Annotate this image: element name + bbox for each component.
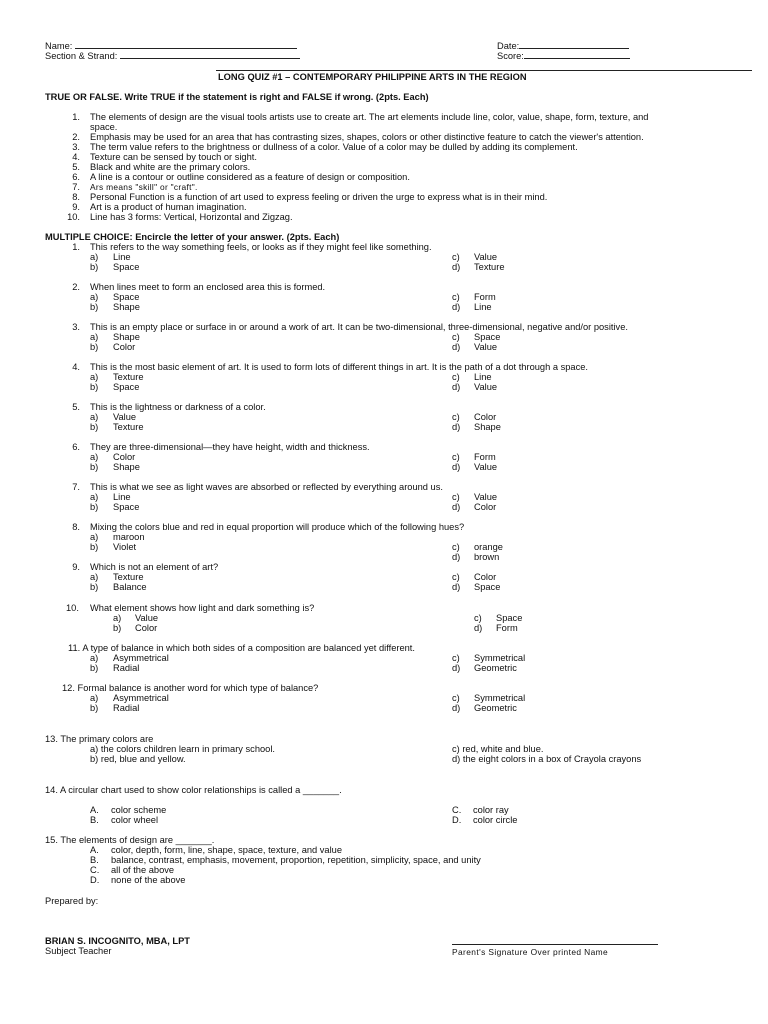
mc-option-c[interactable]: Form bbox=[474, 292, 496, 302]
tf-item-text: Ars means "skill" or "craft". bbox=[90, 182, 198, 192]
mc-option-b-letter[interactable]: b) bbox=[113, 623, 122, 633]
tf-item-text: space. bbox=[90, 122, 118, 132]
mc-option-c[interactable]: Form bbox=[474, 452, 496, 462]
mc-question-number: 4. bbox=[72, 362, 80, 372]
mc-question-text: This is the most basic element of art. It is used to form lots of different things in art. It is the path of a dot through a space. bbox=[90, 362, 588, 372]
mc-option-b[interactable]: Radial bbox=[113, 663, 140, 673]
mc-option-c-letter[interactable]: c) bbox=[452, 492, 460, 502]
mc-question-text: Formal balance is another word for which type of balance? bbox=[77, 683, 319, 693]
mc-option-d[interactable]: Shape bbox=[474, 422, 501, 432]
mc-option-a-letter[interactable]: A. bbox=[90, 845, 99, 855]
mc-option-b-letter[interactable]: B. bbox=[90, 855, 99, 865]
mc-option-c-letter[interactable]: c) bbox=[452, 542, 460, 552]
mc-option-c[interactable]: Symmetrical bbox=[474, 693, 526, 703]
mc-option-b-letter[interactable]: b) bbox=[90, 382, 99, 392]
prepared-by-label: Prepared by: bbox=[45, 896, 99, 906]
mc-option-c[interactable]: Symmetrical bbox=[474, 653, 526, 663]
mc-option-c-letter[interactable]: C. bbox=[452, 805, 462, 815]
mc-option-c[interactable]: c) red, white and blue. bbox=[452, 744, 544, 754]
mc-option-b-letter[interactable]: b) bbox=[90, 302, 99, 312]
tf-item-number: 8. bbox=[72, 192, 80, 202]
mc-question-row bbox=[62, 683, 318, 693]
tf-item-number: 10. bbox=[67, 212, 80, 222]
mc-option-a[interactable]: Value bbox=[135, 613, 159, 623]
mc-option-b[interactable]: Shape bbox=[113, 302, 140, 312]
mc-option-b-letter[interactable]: b) bbox=[90, 502, 99, 512]
mc-option-b-letter[interactable]: b) bbox=[90, 542, 99, 552]
header-divider bbox=[216, 70, 752, 71]
mc-question-text: A circular chart used to show color relationships is called a _______. bbox=[60, 785, 342, 795]
mc-instruction: MULTIPLE CHOICE: Encircle the letter of your answer. (2pts. Each) bbox=[45, 232, 340, 242]
mc-option-a-letter[interactable]: a) bbox=[90, 252, 99, 262]
mc-question-number: 2. bbox=[72, 282, 80, 292]
score-label: Score: bbox=[497, 51, 524, 61]
mc-question-text: A type of balance in which both sides of a composition are balanced yet different. bbox=[82, 643, 415, 653]
mc-option-a-text: the colors children learn in primary school. bbox=[100, 744, 275, 754]
mc-option-d[interactable]: Space bbox=[474, 582, 501, 592]
mc-option-b-letter[interactable]: B. bbox=[90, 815, 99, 825]
mc-option-c-letter[interactable]: c) bbox=[452, 372, 460, 382]
tf-item-number: 7. bbox=[72, 182, 80, 192]
mc-option-a[interactable]: Asymmetrical bbox=[113, 653, 169, 663]
mc-option-a-letter[interactable]: a) bbox=[90, 572, 99, 582]
mc-option-d-letter[interactable]: d) bbox=[452, 422, 461, 432]
mc-option-a[interactable]: Texture bbox=[113, 372, 144, 382]
parent-signature-label: Parent's Signature Over printed Name bbox=[452, 947, 609, 957]
tf-instruction: TRUE OR FALSE. Write TRUE if the statement is right and FALSE if wrong. (2pts. Each) bbox=[45, 92, 429, 102]
mc-option-d-letter[interactable]: d) bbox=[452, 302, 461, 312]
mc-option-b[interactable]: Color bbox=[113, 342, 136, 352]
mc-option-b[interactable]: Space bbox=[113, 382, 140, 392]
mc-option-b[interactable]: b) red, blue and yellow. bbox=[90, 754, 186, 764]
mc-option-d-letter[interactable]: d) bbox=[452, 262, 461, 272]
mc-option-a-letter[interactable]: a) bbox=[90, 372, 99, 382]
mc-option-c[interactable]: orange bbox=[474, 542, 503, 552]
mc-question-text: This refers to the way something feels, or looks as if they might feel like something. bbox=[90, 242, 432, 252]
mc-option-d[interactable]: Color bbox=[474, 502, 497, 512]
mc-option-b-letter[interactable]: b) bbox=[90, 462, 99, 472]
mc-option-b[interactable]: balance, contrast, emphasis, movement, proportion, repetition, simplicity, space, and unity bbox=[111, 855, 481, 865]
mc-option-a-letter[interactable]: a) bbox=[90, 693, 99, 703]
mc-option-d[interactable]: color circle bbox=[473, 815, 518, 825]
mc-question-number: 5. bbox=[72, 402, 80, 412]
mc-question-number: 14. bbox=[45, 785, 58, 795]
mc-option-d[interactable]: none of the above bbox=[111, 875, 186, 885]
score-row bbox=[497, 50, 630, 61]
mc-question-number: 3. bbox=[72, 322, 80, 332]
tf-item-text: Art is a product of human imagination. bbox=[90, 202, 247, 212]
mc-option-b[interactable]: color wheel bbox=[111, 815, 159, 825]
score-blank[interactable] bbox=[524, 50, 630, 59]
mc-option-c-letter[interactable]: c) bbox=[452, 332, 460, 342]
mc-question-text: Mixing the colors blue and red in equal proportion will produce which of the following hues? bbox=[90, 522, 465, 532]
mc-option-d-letter[interactable]: d) bbox=[452, 552, 461, 562]
parent-signature-line[interactable] bbox=[452, 944, 658, 945]
mc-question-number: 12. bbox=[62, 683, 75, 693]
mc-question-text: This is what we see as light waves are absorbed or reflected by everything around us. bbox=[90, 482, 443, 492]
tf-item-number: 4. bbox=[72, 152, 80, 162]
quiz-title: LONG QUIZ #1 – CONTEMPORARY PHILIPPINE ARTS IN THE REGION bbox=[218, 72, 527, 82]
mc-question-number: 11. bbox=[68, 643, 81, 653]
mc-question-number: 9. bbox=[72, 562, 80, 572]
mc-option-d[interactable]: Value bbox=[474, 462, 498, 472]
mc-option-c-letter[interactable]: C. bbox=[90, 865, 100, 875]
tf-item-number: 9. bbox=[72, 202, 80, 212]
mc-question-number: 7. bbox=[72, 482, 80, 492]
tf-item-text: A line is a contour or outline considered as a feature of design or composition. bbox=[90, 172, 410, 182]
mc-option-c-letter[interactable]: c) bbox=[474, 613, 482, 623]
name-label: Name: bbox=[45, 41, 73, 51]
mc-option-b-text: red, blue and yellow. bbox=[100, 754, 186, 764]
mc-option-c-letter[interactable]: c) bbox=[452, 452, 460, 462]
mc-option-d-letter[interactable]: d) bbox=[452, 502, 461, 512]
mc-option-b[interactable]: Shape bbox=[113, 462, 140, 472]
mc-option-c-letter[interactable]: c) bbox=[452, 292, 460, 302]
mc-option-d-letter[interactable]: d) bbox=[452, 703, 461, 713]
mc-question-number: 8. bbox=[72, 522, 80, 532]
mc-option-c-letter[interactable]: c) bbox=[452, 412, 460, 422]
mc-option-b-letter[interactable]: b) bbox=[90, 422, 99, 432]
mc-option-a[interactable]: maroon bbox=[113, 532, 145, 542]
mc-option-d[interactable]: Form bbox=[496, 623, 518, 633]
mc-option-b-letter[interactable]: b) bbox=[90, 262, 99, 272]
teacher-name: BRIAN S. INCOGNITO, MBA, LPT bbox=[45, 936, 190, 946]
mc-option-d[interactable]: d) the eight colors in a box of Crayola crayons bbox=[452, 754, 642, 764]
mc-option-d[interactable]: Value bbox=[474, 382, 498, 392]
mc-question-text: The primary colors are bbox=[60, 734, 154, 744]
mc-option-d[interactable]: Geometric bbox=[474, 663, 517, 673]
tf-item-number: 6. bbox=[72, 172, 80, 182]
mc-option-b[interactable]: Space bbox=[113, 502, 140, 512]
mc-option-b[interactable]: Color bbox=[135, 623, 158, 633]
mc-option-d-letter[interactable]: d) bbox=[452, 342, 461, 352]
date-label: Date: bbox=[497, 41, 520, 51]
mc-option-d-letter[interactable]: D. bbox=[90, 875, 100, 885]
tf-item-text: Emphasis may be used for an area that has contrasting sizes, shapes, colors or other distinctive feature to catch the viewer's attention. bbox=[90, 132, 644, 142]
mc-question-number: 13. bbox=[45, 734, 58, 744]
mc-option-b-letter[interactable]: b) bbox=[90, 342, 99, 352]
mc-option-c-letter[interactable]: c) bbox=[452, 252, 460, 262]
mc-option-c[interactable]: Value bbox=[474, 492, 498, 502]
mc-option-a[interactable]: Space bbox=[113, 292, 140, 302]
mc-option-d[interactable]: Line bbox=[474, 302, 492, 312]
mc-option-d-letter[interactable]: D. bbox=[452, 815, 462, 825]
tf-item-number: 5. bbox=[72, 162, 80, 172]
mc-question-row bbox=[45, 734, 153, 744]
mc-option-a[interactable]: Shape bbox=[113, 332, 140, 342]
tf-item-text: Black and white are the primary colors. bbox=[90, 162, 251, 172]
mc-option-c[interactable]: all of the above bbox=[111, 865, 175, 875]
mc-option-a[interactable]: Line bbox=[113, 492, 131, 502]
mc-option-c-letter[interactable]: c) bbox=[452, 653, 460, 663]
mc-option-c-letter[interactable]: c) bbox=[452, 572, 460, 582]
section-row bbox=[45, 50, 300, 61]
mc-question-row bbox=[45, 785, 342, 795]
mc-option-c-text: red, white and blue. bbox=[462, 744, 544, 754]
mc-option-c[interactable]: Color bbox=[474, 572, 497, 582]
mc-question-text: This is an empty place or surface in or around a work of art. It can be two-dimensional, three-dimensional, negative and/or positive. bbox=[90, 322, 628, 332]
mc-option-b-letter[interactable]: b) bbox=[90, 582, 99, 592]
mc-option-c[interactable]: color ray bbox=[473, 805, 509, 815]
mc-option-a-letter[interactable]: a) bbox=[90, 532, 99, 542]
mc-option-c[interactable]: Color bbox=[474, 412, 497, 422]
mc-option-c-letter[interactable]: c) bbox=[452, 693, 460, 703]
mc-option-c[interactable]: Line bbox=[474, 372, 492, 382]
mc-option-d-letter[interactable]: d) bbox=[452, 582, 461, 592]
tf-item-number: 2. bbox=[72, 132, 80, 142]
mc-question-text: The elements of design are _______. bbox=[60, 835, 215, 845]
mc-option-a-letter[interactable]: a) bbox=[90, 292, 99, 302]
tf-item-text: Texture can be sensed by touch or sight. bbox=[90, 152, 257, 162]
mc-option-a-letter[interactable]: a) bbox=[90, 492, 99, 502]
mc-option-a[interactable]: a) the colors children learn in primary school. bbox=[90, 744, 275, 754]
mc-option-b[interactable]: Balance bbox=[113, 582, 147, 592]
tf-item-text: The term value refers to the brightness or dullness of a color. Value of a color may be dulled by adding its complement. bbox=[90, 142, 578, 152]
tf-item-text: Line has 3 forms: Vertical, Horizontal and Zigzag. bbox=[90, 212, 293, 222]
mc-option-a[interactable]: Value bbox=[113, 412, 137, 422]
mc-option-a-letter[interactable]: a) bbox=[113, 613, 122, 623]
mc-question-text: This is the lightness or darkness of a color. bbox=[90, 402, 266, 412]
mc-option-c[interactable]: Space bbox=[496, 613, 523, 623]
mc-option-c[interactable]: Value bbox=[474, 252, 498, 262]
mc-option-a-letter[interactable]: A. bbox=[90, 805, 99, 815]
mc-question-row bbox=[68, 643, 415, 653]
mc-option-d[interactable]: Geometric bbox=[474, 703, 517, 713]
mc-option-a[interactable]: Color bbox=[113, 452, 136, 462]
mc-option-a[interactable]: Texture bbox=[113, 572, 144, 582]
mc-option-d-letter[interactable]: d) bbox=[452, 663, 461, 673]
mc-option-a-letter[interactable]: a) bbox=[90, 412, 99, 422]
section-blank[interactable] bbox=[120, 50, 300, 59]
mc-option-d-letter[interactable]: d) bbox=[452, 382, 461, 392]
mc-option-d[interactable]: Texture bbox=[474, 262, 505, 272]
section-label: Section & Strand: bbox=[45, 51, 118, 61]
name-blank[interactable] bbox=[75, 40, 297, 49]
mc-option-a-letter[interactable]: a) bbox=[90, 452, 99, 462]
tf-item-text: Personal Function is a function of art used to express feeling or driven the urge to express what is in their mind. bbox=[90, 192, 548, 202]
mc-question-text: Which is not an element of art? bbox=[90, 562, 219, 572]
mc-option-a[interactable]: Line bbox=[113, 252, 131, 262]
mc-option-d-letter[interactable]: d) bbox=[452, 462, 461, 472]
mc-question-row bbox=[45, 835, 214, 845]
mc-option-d-letter[interactable]: d) bbox=[474, 623, 483, 633]
mc-question-text: When lines meet to form an enclosed area this is formed. bbox=[90, 282, 326, 292]
mc-option-b[interactable]: Space bbox=[113, 262, 140, 272]
mc-question-text: What element shows how light and dark something is? bbox=[90, 603, 315, 613]
mc-option-a-letter[interactable]: a) bbox=[90, 653, 99, 663]
tf-item-text: The elements of design are the visual tools artists use to create art. The art elements include line, color, value, shape, form, texture, and bbox=[90, 112, 649, 122]
date-blank[interactable] bbox=[519, 40, 629, 49]
mc-question-text: They are three-dimensional—they have height, width and thickness. bbox=[90, 442, 370, 452]
teacher-role: Subject Teacher bbox=[45, 946, 112, 956]
mc-question-number: 1. bbox=[72, 242, 80, 252]
mc-option-a[interactable]: Asymmetrical bbox=[113, 693, 169, 703]
tf-item-number: 3. bbox=[72, 142, 80, 152]
mc-question-number: 15. bbox=[45, 835, 58, 845]
mc-option-d-text: the eight colors in a box of Crayola crayons bbox=[462, 754, 642, 764]
mc-option-b-letter[interactable]: b) bbox=[90, 703, 99, 713]
mc-option-a-letter[interactable]: a) bbox=[90, 332, 99, 342]
mc-option-d[interactable]: brown bbox=[474, 552, 500, 562]
mc-option-a[interactable]: color scheme bbox=[111, 805, 167, 815]
mc-option-b[interactable]: Violet bbox=[113, 542, 137, 552]
mc-question-number: 10. bbox=[66, 603, 79, 613]
mc-question-number: 6. bbox=[72, 442, 80, 452]
mc-option-a[interactable]: color, depth, form, line, shape, space, texture, and value bbox=[111, 845, 343, 855]
mc-option-b-letter[interactable]: b) bbox=[90, 663, 99, 673]
tf-item-number: 1. bbox=[72, 112, 80, 122]
mc-option-c[interactable]: Space bbox=[474, 332, 501, 342]
mc-option-b[interactable]: Radial bbox=[113, 703, 140, 713]
mc-option-d[interactable]: Value bbox=[474, 342, 498, 352]
mc-option-b[interactable]: Texture bbox=[113, 422, 144, 432]
